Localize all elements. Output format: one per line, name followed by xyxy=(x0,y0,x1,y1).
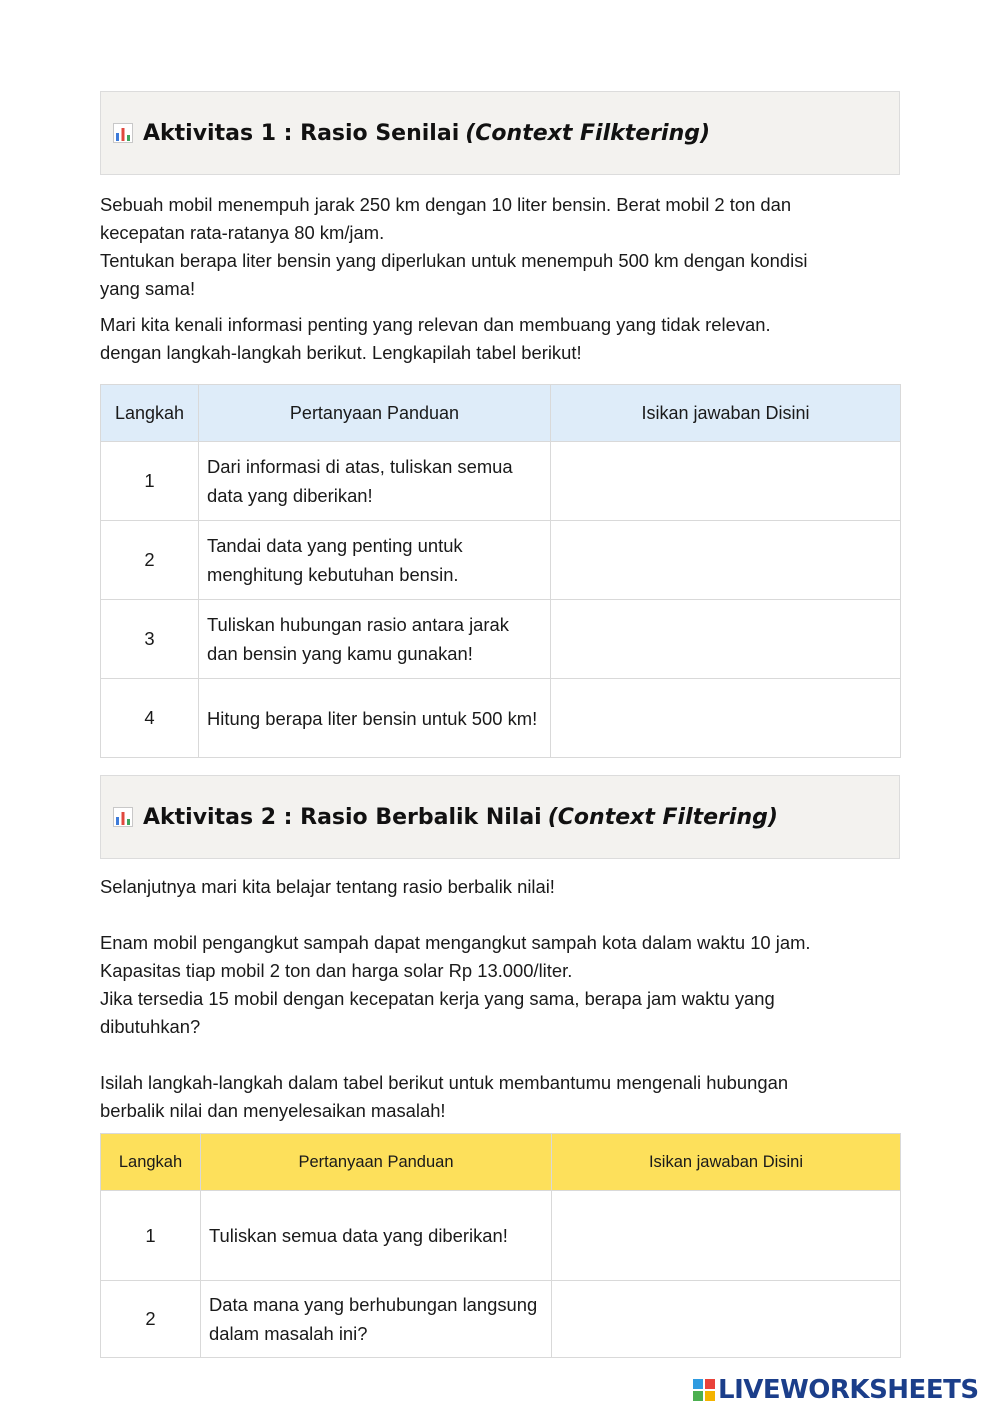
instruction-line: Mari kita kenali informasi penting yang relevan dan membuang yang tidak relevan. xyxy=(100,314,771,335)
guide-question: Tandai data yang penting untuk menghitung kebutuhan bensin. xyxy=(199,521,551,600)
activity-1-title: Aktivitas 1 : Rasio Senilai xyxy=(143,120,460,146)
liveworksheets-logo xyxy=(693,1374,979,1406)
col-header-answer: Isikan jawaban Disini xyxy=(552,1134,901,1191)
guide-question: Dari informasi di atas, tuliskan semua data yang diberikan! xyxy=(199,442,551,521)
instruction-line: Isilah langkah-langkah dalam tabel berikut untuk membantumu mengenali hubungan xyxy=(100,1072,789,1093)
activity-1-problem xyxy=(100,191,900,303)
answer-cell[interactable] xyxy=(551,442,901,521)
col-header-step: Langkah xyxy=(101,385,199,442)
logo-mark-icon xyxy=(693,1379,715,1401)
problem-line: Enam mobil pengangkut sampah dapat mengangkut sampah kota dalam waktu 10 jam. xyxy=(100,932,811,953)
step-number: 2 xyxy=(101,521,199,600)
step-number: 3 xyxy=(101,600,199,679)
activity-2-instruction xyxy=(100,1069,900,1125)
bar-chart-icon xyxy=(113,807,133,827)
answer-cell[interactable] xyxy=(551,600,901,679)
problem-line: Kapasitas tiap mobil 2 ton dan harga solar Rp 13.000/liter. xyxy=(100,960,573,981)
bar-chart-icon xyxy=(113,123,133,143)
problem-line: Jika tersedia 15 mobil dengan kecepatan kerja yang sama, berapa jam waktu yang xyxy=(100,988,775,1009)
answer-cell[interactable] xyxy=(552,1281,901,1358)
activity-2-intro: Selanjutnya mari kita belajar tentang rasio berbalik nilai! xyxy=(100,876,555,897)
activity-1-table xyxy=(100,384,901,758)
problem-line: dibutuhkan? xyxy=(100,1016,201,1037)
activity-2-problem xyxy=(100,929,900,1041)
step-number: 1 xyxy=(101,1191,201,1281)
col-header-step: Langkah xyxy=(101,1134,201,1191)
problem-line: kecepatan rata-ratanya 80 km/jam. xyxy=(100,222,385,243)
step-number: 2 xyxy=(101,1281,201,1358)
guide-question: Tuliskan hubungan rasio antara jarak dan bensin yang kamu gunakan! xyxy=(199,600,551,679)
problem-line: yang sama! xyxy=(100,278,196,299)
activity-2-title: Aktivitas 2 : Rasio Berbalik Nilai xyxy=(143,804,542,830)
activity-1-title-em: (Context Filktering) xyxy=(465,120,711,146)
guide-question: Data mana yang berhubungan langsung dalam masalah ini? xyxy=(201,1281,552,1358)
table-row xyxy=(101,600,901,679)
table-row xyxy=(101,521,901,600)
col-header-question: Pertanyaan Panduan xyxy=(201,1134,552,1191)
answer-cell[interactable] xyxy=(551,679,901,758)
step-number: 4 xyxy=(101,679,199,758)
guide-question: Tuliskan semua data yang diberikan! xyxy=(201,1191,552,1281)
activity-1-header xyxy=(100,91,900,175)
answer-cell[interactable] xyxy=(552,1191,901,1281)
col-header-question: Pertanyaan Panduan xyxy=(199,385,551,442)
table-header-row xyxy=(101,1134,901,1191)
problem-line: Tentukan berapa liter bensin yang diperlukan untuk menempuh 500 km dengan kondisi xyxy=(100,250,808,271)
instruction-line: dengan langkah-langkah berikut. Lengkapilah tabel berikut! xyxy=(100,342,582,363)
activity-2-table xyxy=(100,1133,901,1358)
activity-2-header xyxy=(100,775,900,859)
step-number: 1 xyxy=(101,442,199,521)
worksheet-page xyxy=(100,91,900,1358)
activity-2-title-em: (Context Filtering) xyxy=(547,804,778,830)
table-row xyxy=(101,679,901,758)
answer-cell[interactable] xyxy=(551,521,901,600)
table-row xyxy=(101,442,901,521)
table-row xyxy=(101,1191,901,1281)
activity-1-instruction xyxy=(100,311,900,367)
logo-text: LIVEWORKSHEETS xyxy=(718,1375,979,1405)
col-header-answer: Isikan jawaban Disini xyxy=(551,385,901,442)
instruction-line: berbalik nilai dan menyelesaikan masalah! xyxy=(100,1100,446,1121)
table-header-row xyxy=(101,385,901,442)
guide-question: Hitung berapa liter bensin untuk 500 km! xyxy=(199,679,551,758)
problem-line: Sebuah mobil menempuh jarak 250 km dengan 10 liter bensin. Berat mobil 2 ton dan xyxy=(100,194,792,215)
table-row xyxy=(101,1281,901,1358)
